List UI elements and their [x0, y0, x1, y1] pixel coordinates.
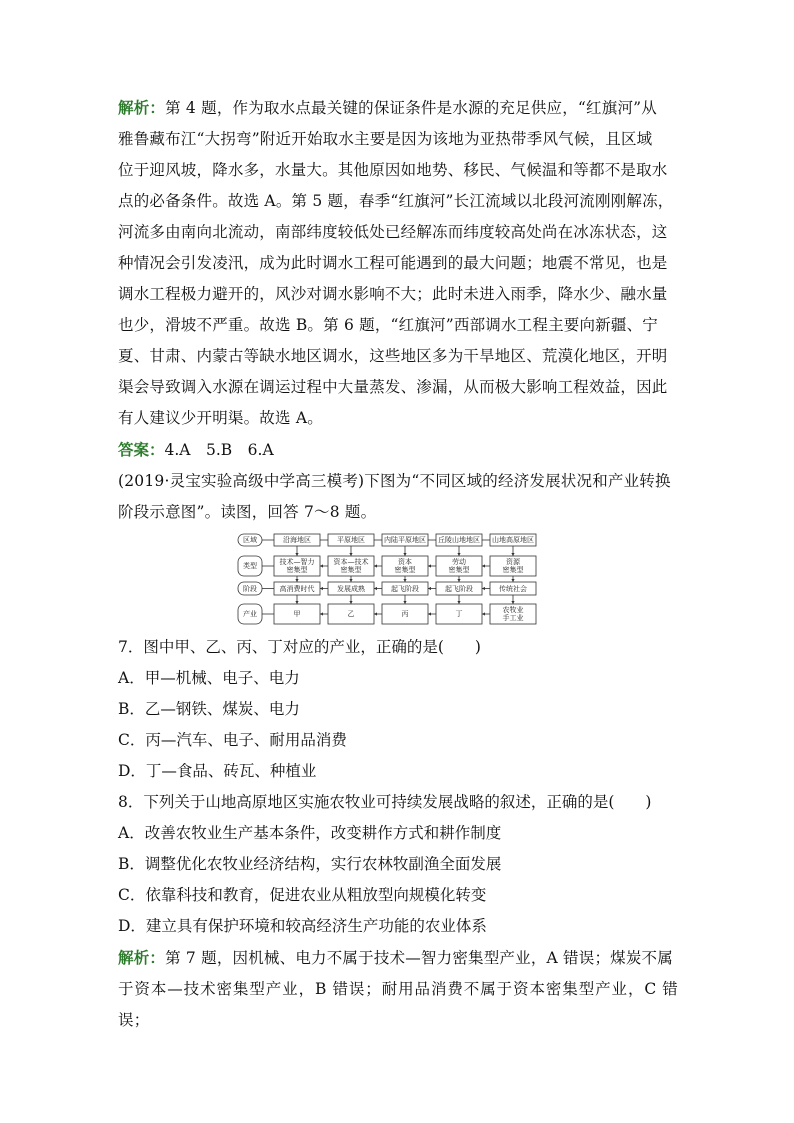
stage-cell: 起飞阶段 [391, 584, 419, 593]
diagram-arrowhead [403, 579, 406, 582]
diagram-arrowhead [482, 612, 485, 615]
question-8-stem: 8．下列关于山地高原地区实施农牧业可持续发展战略的叙述，正确的是( ) [118, 793, 652, 811]
industry-cell: 农牧业 手工业 [502, 606, 524, 622]
answer-label: 答案： [118, 440, 165, 459]
diagram-arrowhead [403, 601, 406, 604]
type-cell: 资本 密集型 [394, 558, 416, 574]
question-8-option: D．建立具有保护环境和较高经济生产功能的农业体系 [118, 917, 487, 935]
industry-cell: 乙 [347, 610, 355, 618]
analysis-line: 于资本—技术密集型产业，B 错误；耐用品消费不属于资本密集型产业，C 错误； [118, 980, 678, 1029]
region-cell: 平原地区 [337, 536, 365, 544]
industry-stage-diagram [236, 532, 540, 628]
stage-cell: 高消费时代 [279, 584, 315, 593]
diagram-arrowhead [374, 564, 377, 567]
diagram-arrowhead [295, 579, 298, 582]
intro-line: (2019·灵宝实验高级中学高三模考)下图为“不同区域的经济发展状况和产业转换 [118, 472, 671, 490]
diagram-arrowhead [428, 612, 431, 615]
question-7-option: A．甲—机械、电子、电力 [118, 669, 300, 687]
row-label: 类型 [243, 562, 257, 570]
answer-text: 4.A 5.B 6.A [164, 441, 274, 459]
diagram-arrowhead [403, 553, 406, 556]
analysis-line: 河流多由南向北流动，南部纬度较低处已经解冻而纬度较高处尚在冰冻状态，这 [118, 223, 668, 241]
diagram-arrowhead [482, 587, 485, 590]
row-label: 产业 [243, 610, 257, 618]
region-cell: 丘陵山地地区 [438, 536, 480, 544]
row-label: 阶段 [243, 584, 257, 593]
diagram-arrowhead [457, 579, 460, 582]
stage-cell: 传统社会 [499, 584, 527, 593]
type-cell: 资源 密集型 [502, 558, 524, 574]
analysis-label: 解析： [118, 98, 166, 117]
analysis-line: 也少，滑坡不严重。故选 B。第 6 题，“红旗河”西部调水工程主要向新疆、宁 [118, 316, 658, 334]
region-cell: 沿海地区 [283, 536, 311, 544]
region-cell: 山地高原地区 [492, 536, 534, 544]
question-7-stem: 7．图中甲、乙、丙、丁对应的产业，正确的是( ) [118, 638, 481, 656]
diagram-arrowhead [511, 601, 514, 604]
row-label: 区域 [243, 536, 257, 544]
analysis-line: 点的必备条件。故选 A。第 5 题，春季“红旗河”长江流域以北段河流刚刚解冻， [118, 192, 674, 210]
diagram-arrowhead [374, 612, 377, 615]
diagram-arrowhead [457, 601, 460, 604]
stage-cell: 发展成熟 [337, 584, 365, 593]
diagram-arrowhead [482, 564, 485, 567]
question-8-option: B．调整优化农牧业经济结构，实行农林牧副渔全面发展 [118, 855, 502, 873]
diagram-arrowhead [428, 587, 431, 590]
diagram-arrowhead [511, 553, 514, 556]
intro-line: 阶段示意图”。读图，回答 7～8 题。 [118, 503, 377, 521]
diagram-arrowhead [374, 587, 377, 590]
diagram-arrowhead [349, 579, 352, 582]
question-7-option: C．丙—汽车、电子、耐用品消费 [118, 731, 347, 749]
diagram-arrowhead [428, 564, 431, 567]
question-8-option: A．改善农牧业生产基本条件，改变耕作方式和耕作制度 [118, 824, 502, 842]
diagram-arrowhead [320, 612, 323, 615]
diagram-arrowhead [349, 553, 352, 556]
document-page [118, 92, 678, 1036]
analysis-line: 解析：第 4 题，作为取水点最关键的保证条件是水源的充足供应，“红旗河”从 [118, 98, 657, 117]
stage-cell: 起飞阶段 [445, 584, 473, 593]
analysis-line: 渠会导致调入水源在调运过程中大量蒸发、渗漏，从而极大影响工程效益，因此 [118, 378, 668, 396]
diagram-arrowhead [349, 601, 352, 604]
diagram-arrowhead [320, 564, 323, 567]
region-cell: 内陆平原地区 [384, 536, 426, 544]
analysis-line: 雅鲁藏布江“大拐弯”附近开始取水主要是因为该地为亚热带季风气候，且区域 [118, 130, 653, 148]
diagram-arrowhead [320, 587, 323, 590]
analysis-block-1 [118, 92, 678, 434]
question-7-option: B．乙—钢铁、煤炭、电力 [118, 700, 300, 718]
question-7-option: D．丁—食品、砖瓦、种植业 [118, 762, 317, 780]
type-cell: 资本—技术 密集型 [333, 558, 369, 574]
analysis-label: 解析： [118, 948, 166, 967]
diagram-arrowhead [511, 579, 514, 582]
industry-cell: 丙 [401, 610, 409, 618]
type-cell: 劳动 密集型 [448, 558, 470, 574]
analysis-line: 夏、甘肃、内蒙古等缺水地区调水，这些地区多为干旱地区、荒漠化地区，开明 [118, 347, 668, 365]
analysis-line: 调水工程极力避开的，风沙对调水影响不大；此时未进入雨季，降水少、融水量 [118, 285, 668, 303]
diagram-arrowhead [457, 553, 460, 556]
analysis-line: 位于迎风坡，降水多，水量大。其他原因如地势、移民、气候温和等都不是取水 [118, 161, 668, 179]
analysis-line: 解析：第 7 题，因机械、电力不属于技术—智力密集型产业，A 错误；煤炭不属 [118, 948, 673, 967]
analysis-line: 种情况会引发凌汛，成为此时调水工程可能遇到的最大问题；地震不常见，也是 [118, 254, 668, 272]
answer-line [118, 434, 678, 466]
industry-cell: 甲 [293, 610, 301, 618]
diagram-arrowhead [295, 553, 298, 556]
industry-cell: 丁 [455, 610, 463, 618]
type-cell: 技术—智力 密集型 [279, 558, 315, 574]
question-8-option: C．依靠科技和教育，促进农业从粗放型向规模化转变 [118, 886, 487, 904]
analysis-line: 有人建议少开明渠。故选 A。 [118, 409, 323, 427]
diagram-arrowhead [295, 601, 298, 604]
